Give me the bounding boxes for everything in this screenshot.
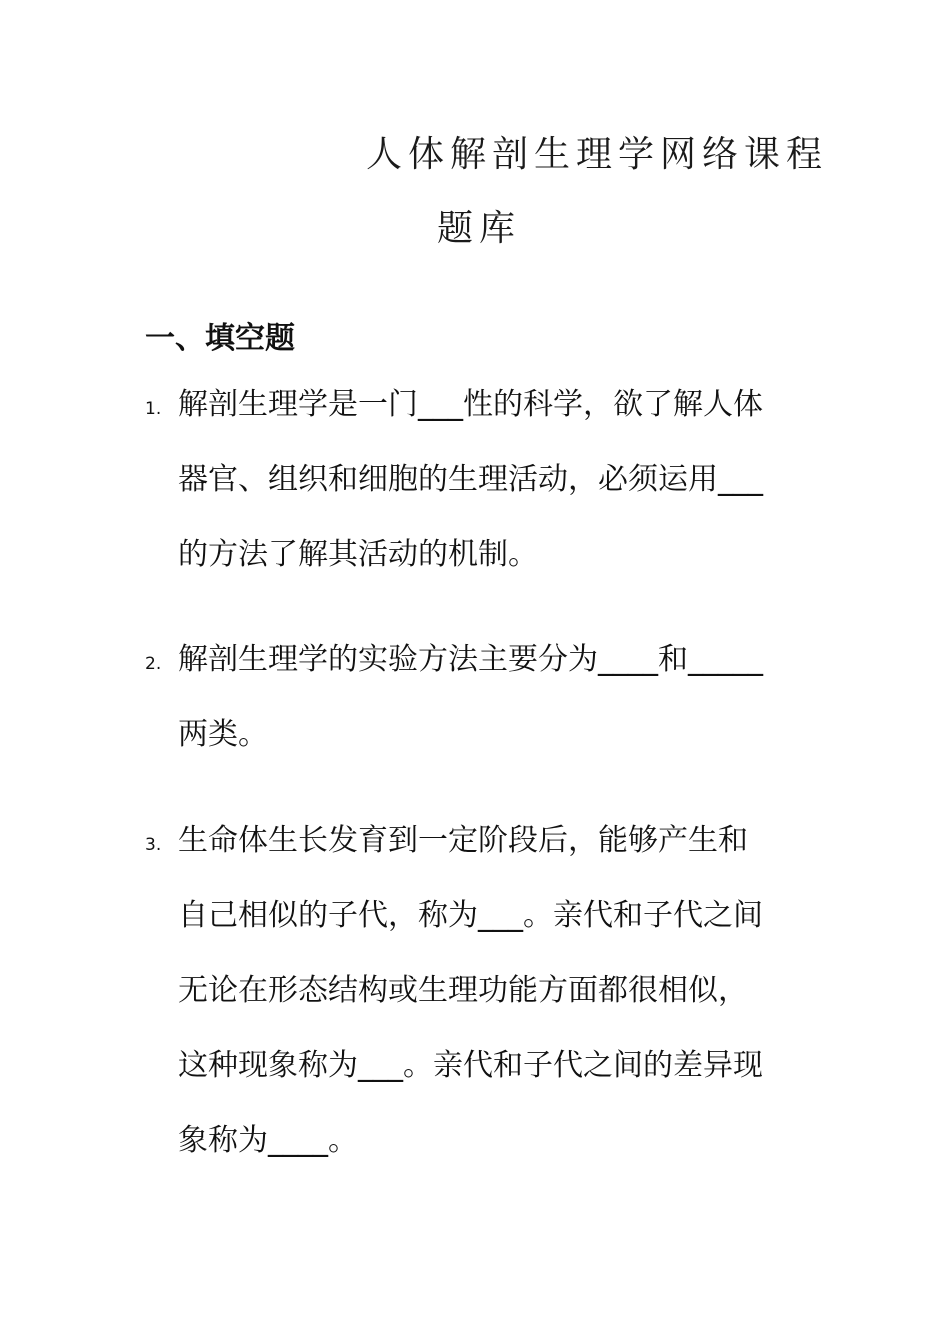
- question-number: 2.: [145, 654, 162, 674]
- document-title-line-2: 题库: [437, 208, 522, 249]
- question-number: 1.: [145, 399, 162, 419]
- question-number: 3.: [145, 835, 162, 855]
- question-text-line: 这种现象称为___。亲代和子代之间的差异现: [178, 1048, 763, 1083]
- question-text-line: 无论在形态结构或生理功能方面都很相似，: [178, 973, 748, 1008]
- question-text-line: 两类。: [178, 717, 268, 752]
- question-text-line: 自己相似的子代，称为___。亲代和子代之间: [178, 898, 763, 933]
- section-heading: 一、填空题: [145, 321, 295, 356]
- question-text-line: 解剖生理学的实验方法主要分为____和_____: [178, 642, 763, 677]
- question-text-line: 象称为____。: [178, 1123, 358, 1158]
- document-title-line-1: 人体解剖生理学网络课程: [366, 134, 829, 175]
- question-text-line: 生命体生长发育到一定阶段后，能够产生和: [178, 823, 748, 858]
- question-text-line: 器官、组织和细胞的生理活动，必须运用___: [178, 462, 763, 497]
- question-text-line: 解剖生理学是一门___性的科学，欲了解人体: [178, 387, 763, 422]
- question-text-line: 的方法了解其活动的机制。: [178, 537, 538, 572]
